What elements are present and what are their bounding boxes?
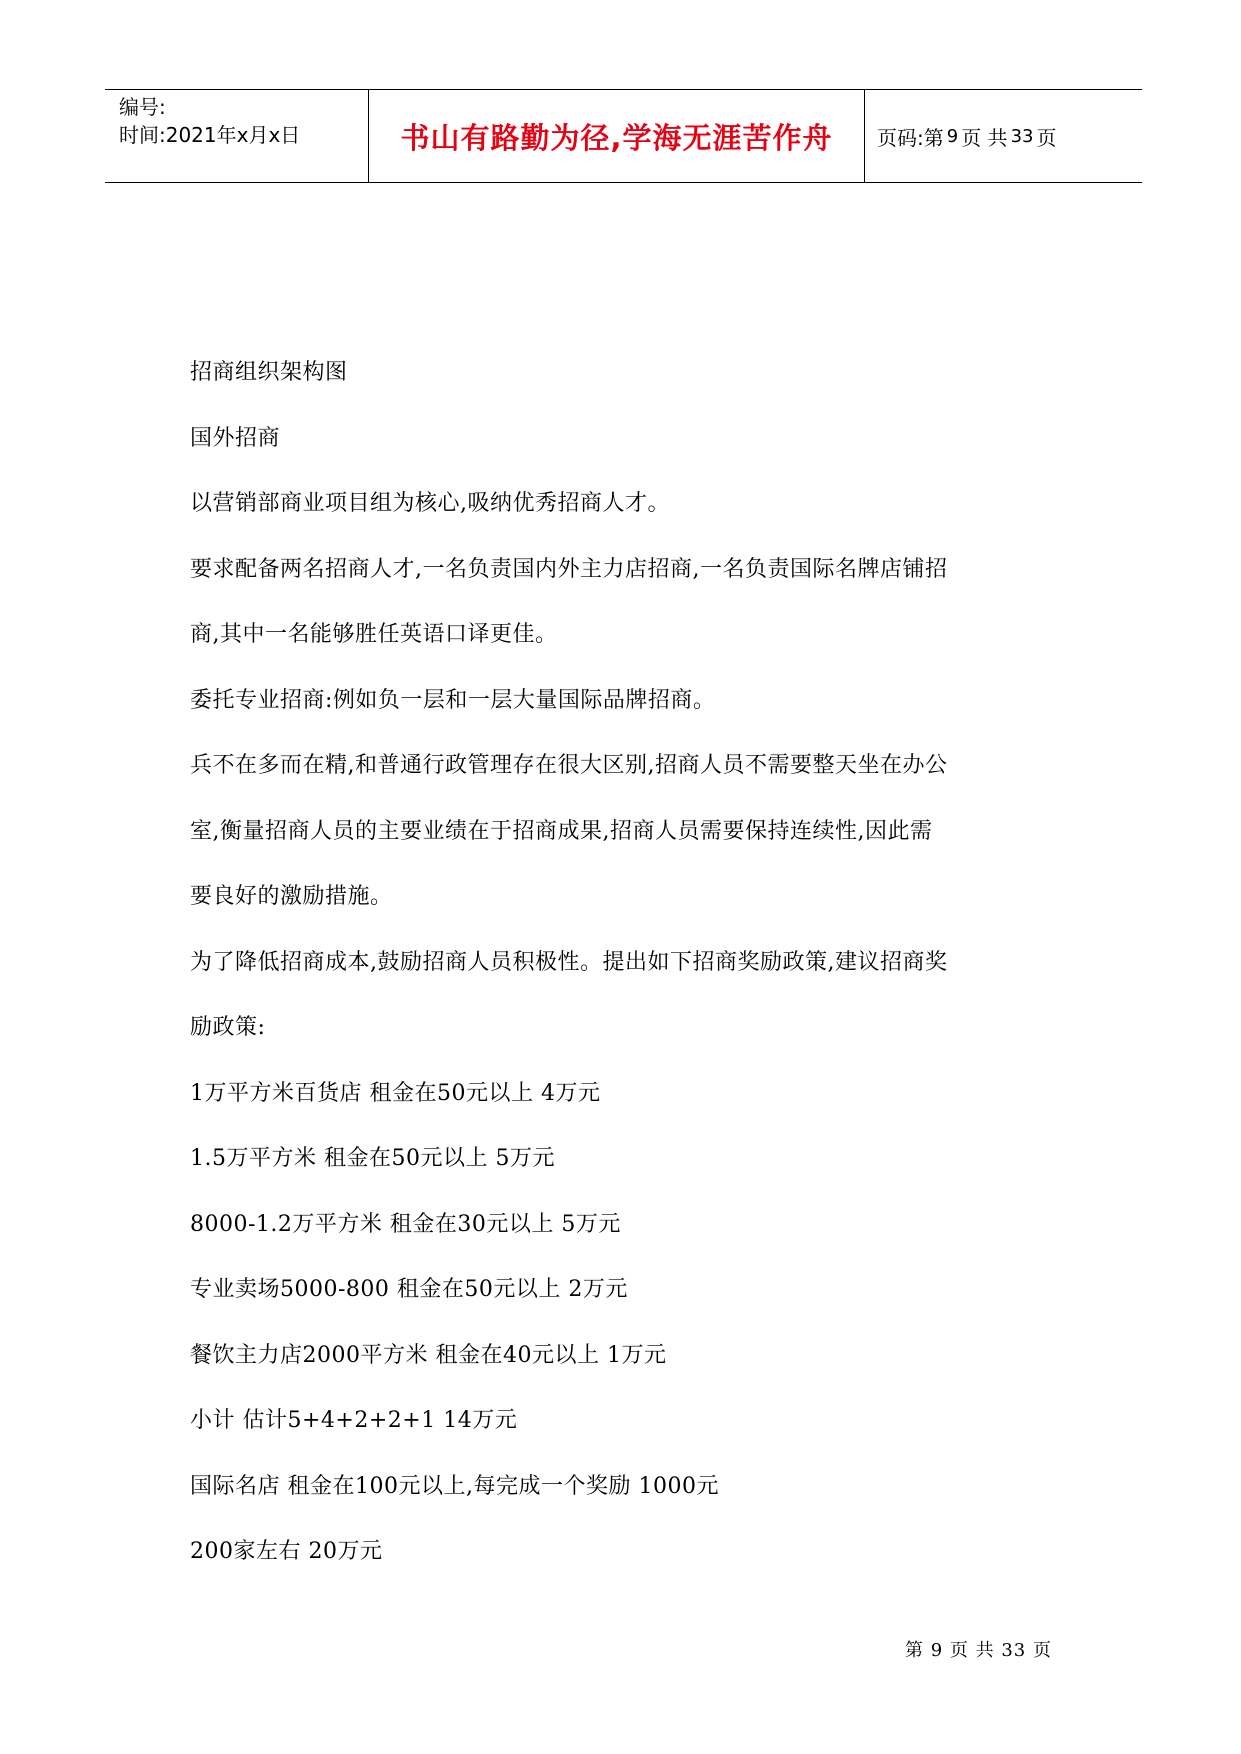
header-motto: 书山有路勤为径,学海无涯苦作舟 [400, 120, 833, 155]
body-line: 商,其中一名能够胜任英语口译更佳。 [190, 622, 558, 647]
page-suffix: 页 [1036, 125, 1057, 150]
body-line: 室,衡量招商人员的主要业绩在于招商成果,招商人员需要保持连续性,因此需 [190, 818, 933, 844]
body-line: 以营销部商业项目组为核心,吸纳优秀招商人才。 [190, 491, 670, 516]
section-title: 招商组织架构图 [190, 360, 348, 385]
body-line: 为了降低招商成本,鼓励招商人员积极性。提出如下招商奖励政策,建议招商奖 [190, 949, 948, 975]
reward-line: 1万平方米百货店 租金在50元以上 4万元 [190, 1080, 601, 1106]
page-header [105, 89, 1142, 183]
body-line: 要良好的激励措施。 [190, 884, 393, 909]
reward-line: 200家左右 20万元 [190, 1539, 383, 1564]
page-current-number: 9 [946, 125, 959, 147]
page-prefix: 页码:第 [877, 125, 944, 150]
header-meta [105, 90, 369, 182]
page-mid: 页 共 [961, 125, 1008, 150]
reward-line: 国际名店 租金在100元以上,每完成一个奖励 1000元 [190, 1473, 719, 1499]
reward-line: 专业卖场5000-800 租金在50元以上 2万元 [190, 1277, 628, 1302]
section-subtitle: 国外招商 [190, 425, 281, 451]
header-page-info [865, 90, 1142, 182]
body-line: 委托专业招商:例如负一层和一层大量国际品牌招商。 [190, 687, 716, 713]
page-total-number: 33 [1010, 125, 1034, 147]
reward-subtotal-line: 小计 估计5+4+2+2+1 14万元 [190, 1408, 518, 1433]
body-line: 兵不在多而在精,和普通行政管理存在很大区别,招商人员不需要整天坐在办公 [190, 753, 948, 778]
document-time-label: 时间:2021年x月x日 [119, 123, 301, 147]
body-line: 要求配备两名招商人才,一名负责国内外主力店招商,一名负责国际名牌店铺招 [190, 556, 948, 582]
document-body [190, 340, 1060, 1585]
reward-line: 餐饮主力店2000平方米 租金在40元以上 1万元 [190, 1342, 667, 1368]
reward-line: 8000-1.2万平方米 租金在30元以上 5万元 [190, 1211, 621, 1237]
body-line: 励政策: [190, 1015, 266, 1040]
header-motto-cell [369, 90, 865, 182]
page-footer: 第 9 页 共 33 页 [905, 1640, 1052, 1661]
reward-line: 1.5万平方米 租金在50元以上 5万元 [190, 1146, 555, 1171]
document-number-label: 编号: [119, 95, 166, 119]
